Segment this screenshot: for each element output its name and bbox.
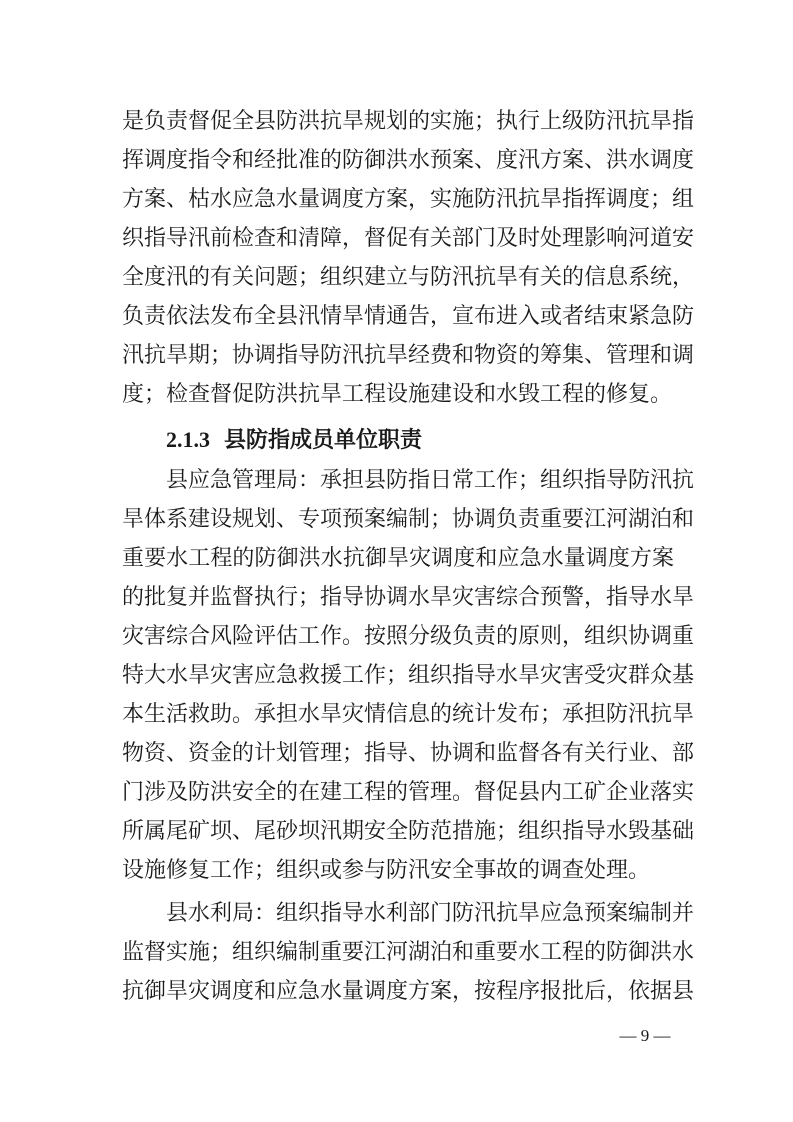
body-text-line: 负责依法发布全县汛情旱情通告，宣布进入或者结束紧急防 (122, 304, 695, 329)
body-text-line: 的批复并监督执行；指导协调水旱灾害综合预警，指导水旱 (122, 585, 695, 610)
body-text-line: 物资、资金的计划管理；指导、协调和监督各有关行业、部 (122, 741, 695, 766)
section-title: 县防指成员单位职责 (224, 427, 423, 453)
body-text-line: 是负责督促全县防洪抗旱规划的实施；执行上级防汛抗旱指 (122, 109, 695, 134)
body-text-line: 挥调度指令和经批准的防御洪水预案、度汛方案、洪水调度 (122, 148, 695, 173)
page-number: — 9 — (619, 1026, 671, 1045)
body-text-line: 门涉及防洪安全的在建工程的管理。督促县内工矿企业落实 (122, 780, 695, 805)
body-text-line: 特大水旱灾害应急救援工作；组织指导水旱灾害受灾群众基 (122, 663, 695, 688)
body-text-line: 设施修复工作；组织或参与防汛安全事故的调查处理。 (122, 858, 651, 883)
body-text-line: 灾害综合风险评估工作。按照分级负责的原则，组织协调重 (122, 624, 695, 649)
body-text-line: 重要水工程的防御洪水抗御旱灾调度和应急水量调度方案 (122, 546, 674, 571)
section-number: 2.1.3 (166, 427, 210, 452)
body-text-line: 度；检查督促防洪抗旱工程设施建设和水毁工程的修复。 (122, 382, 673, 407)
body-text-line: 抗御旱灾调度和应急水量调度方案，按程序报批后，依据县 (122, 979, 695, 1004)
body-text-line: 所属尾矿坝、尾砂坝汛期安全防范措施；组织指导水毁基础 (122, 819, 695, 844)
body-text-line: 旱体系建设规划、专项预案编制；协调负责重要江河湖泊和 (122, 507, 695, 532)
body-text-line: 本生活救助。承担水旱灾情信息的统计发布；承担防汛抗旱 (122, 702, 695, 727)
body-text-line: 方案、枯水应急水量调度方案，实施防汛抗旱指挥调度；组 (122, 187, 695, 212)
section-heading (166, 422, 422, 458)
body-text-line: 汛抗旱期；协调指导防汛抗旱经费和物资的筹集、管理和调 (122, 343, 695, 368)
body-text-line: 织指导汛前检查和清障，督促有关部门及时处理影响河道安 (122, 226, 695, 251)
body-text-line: 县应急管理局：承担县防指日常工作；组织指导防汛抗 (166, 468, 695, 493)
body-text-line: 监督实施；组织编制重要江河湖泊和重要水工程的防御洪水 (122, 940, 695, 965)
body-text-line: 县水利局：组织指导水利部门防汛抗旱应急预案编制并 (166, 901, 695, 926)
body-text-line: 全度汛的有关问题；组织建立与防汛抗旱有关的信息系统， (122, 265, 695, 290)
